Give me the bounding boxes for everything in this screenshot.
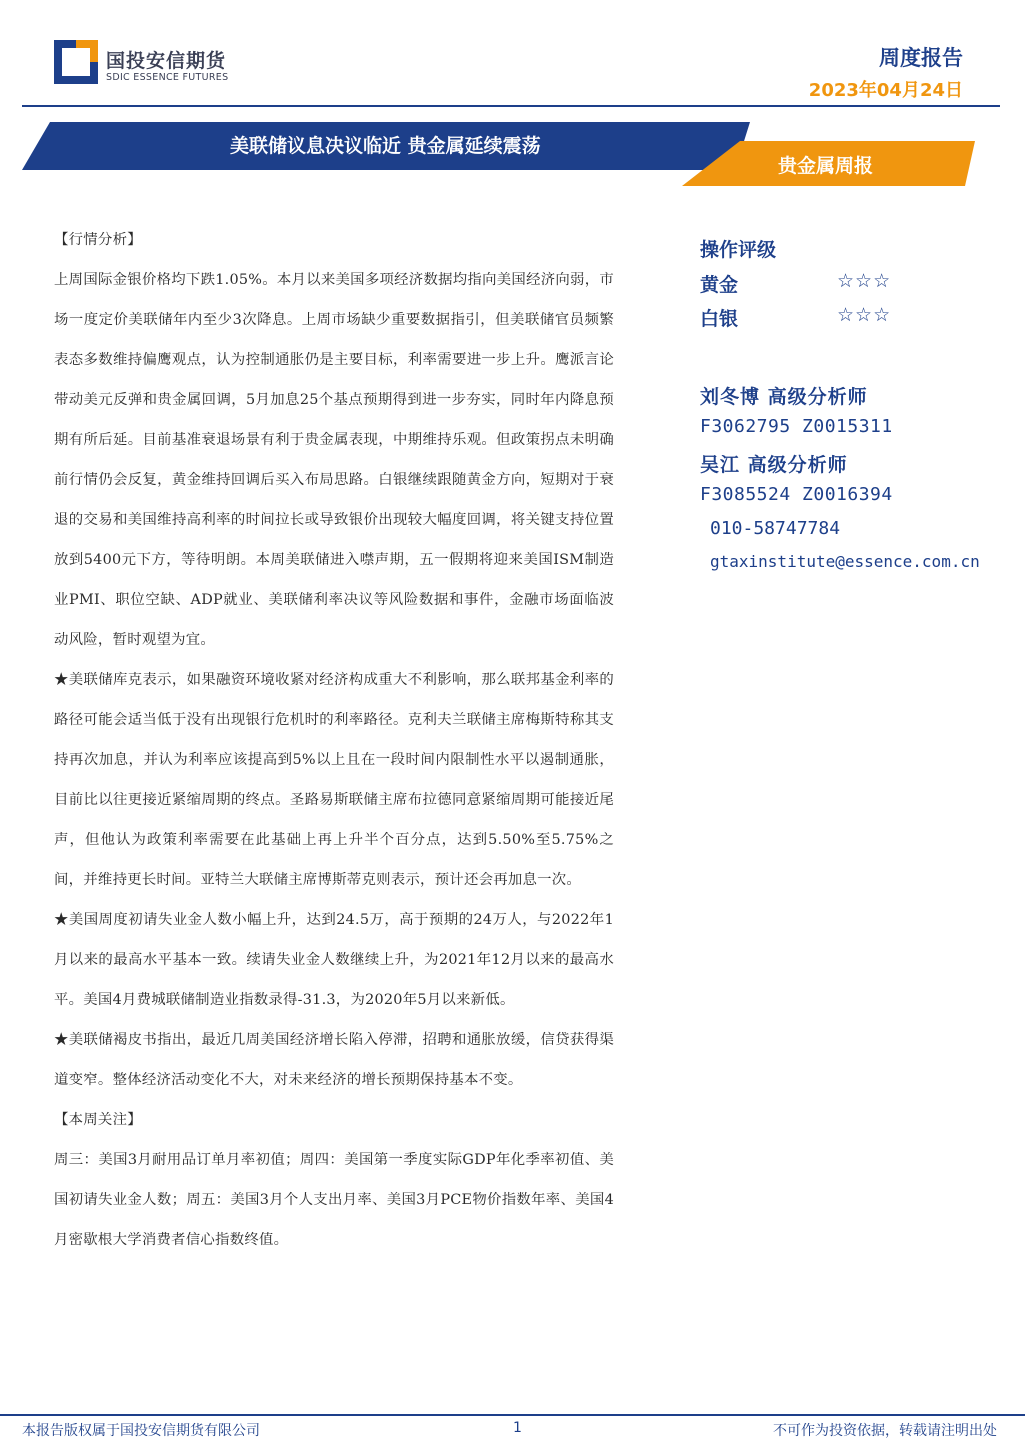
company-logo [54, 40, 234, 90]
section-title-market-analysis: 【行情分析】 [54, 232, 142, 248]
rating-title: 操作评级 [700, 239, 777, 261]
report-title: 美联储议息决议临近 贵金属延续震荡 [230, 135, 541, 157]
footer-disclaimer: 不可作为投资依据，转载请注明出处 [773, 1423, 997, 1439]
rating-row-silver [700, 304, 980, 338]
logo-text-en: SDIC ESSENCE FUTURES [106, 72, 229, 83]
rating-row-gold [700, 270, 980, 304]
report-date: 2023年04月24日 [808, 80, 963, 101]
paragraph-beige-book: ★美联储褐皮书指出，最近几周美国经济增长陷入停滞，招聘和通胀放缓，信贷获得渠道变窄。整体经济活动变化不大，对未来经济的增长预期保持基本不变。 [54, 1032, 614, 1088]
report-type: 周度报告 [879, 46, 963, 70]
footer-divider [0, 1414, 1025, 1416]
logo-text-cn: 国投安信期货 [106, 50, 227, 72]
paragraph-jobless-claims: ★美国周度初请失业金人数小幅上升，达到24.5万，高于预期的24万人，与2022年1月以来的最高水平基本一致。续请失业金人数继续上升，为2021年12月以来的最高水平。美国4月费城联储制造业指数录得-31.3，为2020年5月以来新低。 [54, 912, 614, 1008]
analyst-license: F3062795 Z0015311 [700, 416, 893, 437]
sidebar [700, 235, 980, 586]
analyst-license: F3085524 Z0016394 [700, 484, 893, 505]
logo-mark-icon [54, 40, 98, 84]
footer-copyright: 本报告版权属于国投安信期货有限公司 [22, 1423, 260, 1439]
paragraph-weekly-calendar: 周三：美国3月耐用品订单月率初值；周四：美国第一季度实际GDP年化季率初值、美国初请失业金人数；周五：美国3月个人支出月率、美国3月PCE物价指数年率、美国4月密歇根大学消费者信心指数终值。 [54, 1152, 614, 1248]
contact-email[interactable]: gtaxinstitute@essence.com.cn [710, 552, 980, 571]
paragraph-market-summary: 上周国际金银价格均下跌1.05%。本月以来美国多项经济数据均指向美国经济向弱，市场一度定价美联储年内至少3次降息。上周市场缺少重要数据指引，但美联储官员频繁表态多数维持偏鹰观点，认为控制通胀仍是主要目标，利率需要进一步上升。鹰派言论带动美元反弹和贵金属回调，5月加息25个基点预期得到进一步夯实，同时年内降息预期有所后延。目前基准衰退场景有利于贵金属表现，中期维持乐观。但政策拐点未明确前行情仍会反复，黄金维持回调后买入布局思路。白银继续跟随黄金方向，短期对于衰退的交易和美国维持高利率的时间拉长或导致银价出现较大幅度回调，将关键支持位置放到5400元下方，等待明朗。本周美联储进入噤声期，五一假期将迎来美国ISM制造业PMI、职位空缺、ADP就业、美联储利率决议等风险数据和事件，金融市场面临波动风险，暂时观望为宜。 [54, 272, 614, 648]
analyst-name: 吴江 高级分析师 [700, 454, 848, 476]
star-rating-icon: ☆☆☆ [837, 304, 892, 326]
contact-phone: 010-58747784 [710, 518, 841, 539]
page-number: 1 [513, 1420, 522, 1436]
main-content [54, 220, 614, 1260]
rating-label: 白银 [700, 308, 739, 330]
analyst-info [700, 382, 980, 586]
rating-label: 黄金 [700, 274, 739, 296]
star-rating-icon: ☆☆☆ [837, 270, 892, 292]
header-divider [22, 105, 1000, 107]
analyst-name: 刘冬博 高级分析师 [700, 386, 868, 408]
report-category: 贵金属周报 [778, 155, 874, 177]
section-title-weekly-focus: 【本周关注】 [54, 1112, 142, 1128]
paragraph-fed-officials: ★美联储库克表示，如果融资环境收紧对经济构成重大不利影响，那么联邦基金利率的路径可能会适当低于没有出现银行危机时的利率路径。克利夫兰联储主席梅斯特称其支持再次加息，并认为利率应该提高到5%以上且在一段时间内限制性水平以遏制通胀，目前比以往更接近紧缩周期的终点。圣路易斯联储主席布拉德同意紧缩周期可能接近尾声，但他认为政策利率需要在此基础上再上升半个百分点，达到5.50%至5.75%之间，并维持更长时间。亚特兰大联储主席博斯蒂克则表示，预计还会再加息一次。 [54, 672, 614, 888]
